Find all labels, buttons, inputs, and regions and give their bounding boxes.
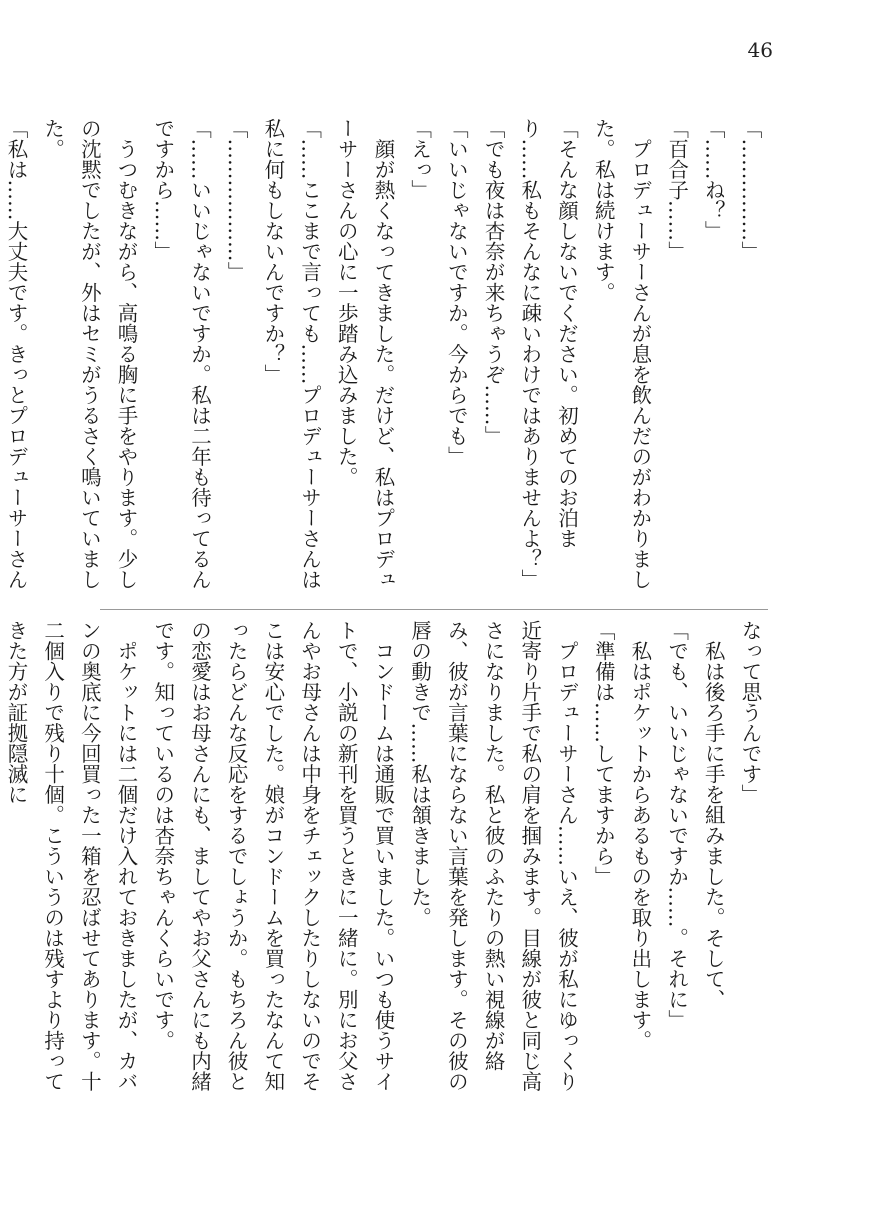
paragraph: 「……………」 [738, 118, 762, 262]
column-divider [100, 609, 768, 610]
paragraph: 「いいじゃないですか。今からでも」 [444, 118, 469, 467]
paragraph: 「……ね？」 [701, 118, 726, 241]
paragraph: 「準備は……してますから」 [591, 620, 616, 887]
lower-text-column [3, 620, 768, 1110]
paragraph: 「……いいじゃないですか。私は二年も待ってるんですから……」 [150, 118, 212, 590]
paragraph: 私はポケットからあるものを取り出します。 [627, 620, 652, 1051]
paragraph: 顔が熱くなってきました。だけど、私はプロデューサーさんの心に一歩踏み込みました。 [334, 118, 395, 590]
paragraph: 「えっ」 [407, 118, 432, 200]
paragraph: 私は後ろ手に手を組みました。そして、 [701, 620, 726, 1010]
paragraph: 「そんな顔しないでください。初めてのお泊まり……私もそんなに疎いわけではありませんよ？」 [517, 118, 579, 590]
paragraph: コンドームは通販で買いました。いつも使うサイトで、小説の新刊を買うときに一緒に。別にお父さんやお母さんは中身をチェックしたりしないのでそこは安心でした。娘がコンドームを買ったなんて知ったらどんな反応をするでしょうか。もちろん彼との恋愛はお母さんにも、ましてやお父さんにも内緒です。知っているのは杏奈ちゃんくらいです。 [150, 620, 395, 1092]
paragraph: うつむきながら、高鳴る胸に手をやります。少しの沈黙でしたが、外はセミがうるさく鳴いていました。 [40, 118, 139, 590]
paragraph: 「百合子……」 [664, 118, 689, 262]
page-number: 46 [747, 38, 773, 62]
paragraph: ポケットには二個だけ入れておきましたが、カバンの奥底に今回買った一箱を忍ばせてあります。十二個入りで残り十個。こういうのは残すより持ってきた方が証拠隠滅に [3, 620, 139, 1092]
paragraph: 「………………」 [224, 118, 249, 282]
paragraph: 「私は……大丈夫です。きっとプロデューサーさん [3, 118, 28, 590]
upper-text-column [3, 118, 768, 598]
paragraph: プロデューサーさんが息を飲んだのがわかりました。私は続けます。 [591, 118, 652, 590]
paragraph: 「……ここまで言っても……プロデューサーさんは私に何もしないんですか？」 [260, 118, 322, 590]
paragraph: プロデューサーさん……いえ、彼が私にゆっくり近寄り片手で私の肩を掴みます。目線が彼と同じ高さになりました。私と彼のふたりの熱い視線が絡み、彼が言葉にならない言葉を発します。その彼の唇の動きで……私は頷きました。 [407, 620, 579, 1092]
paragraph: 「でも夜は杏奈が来ちゃうぞ……」 [481, 118, 506, 446]
paragraph: 「でも、いいじゃないですか……。それに」 [664, 620, 689, 1030]
paragraph: なって思うんです」 [738, 620, 762, 805]
